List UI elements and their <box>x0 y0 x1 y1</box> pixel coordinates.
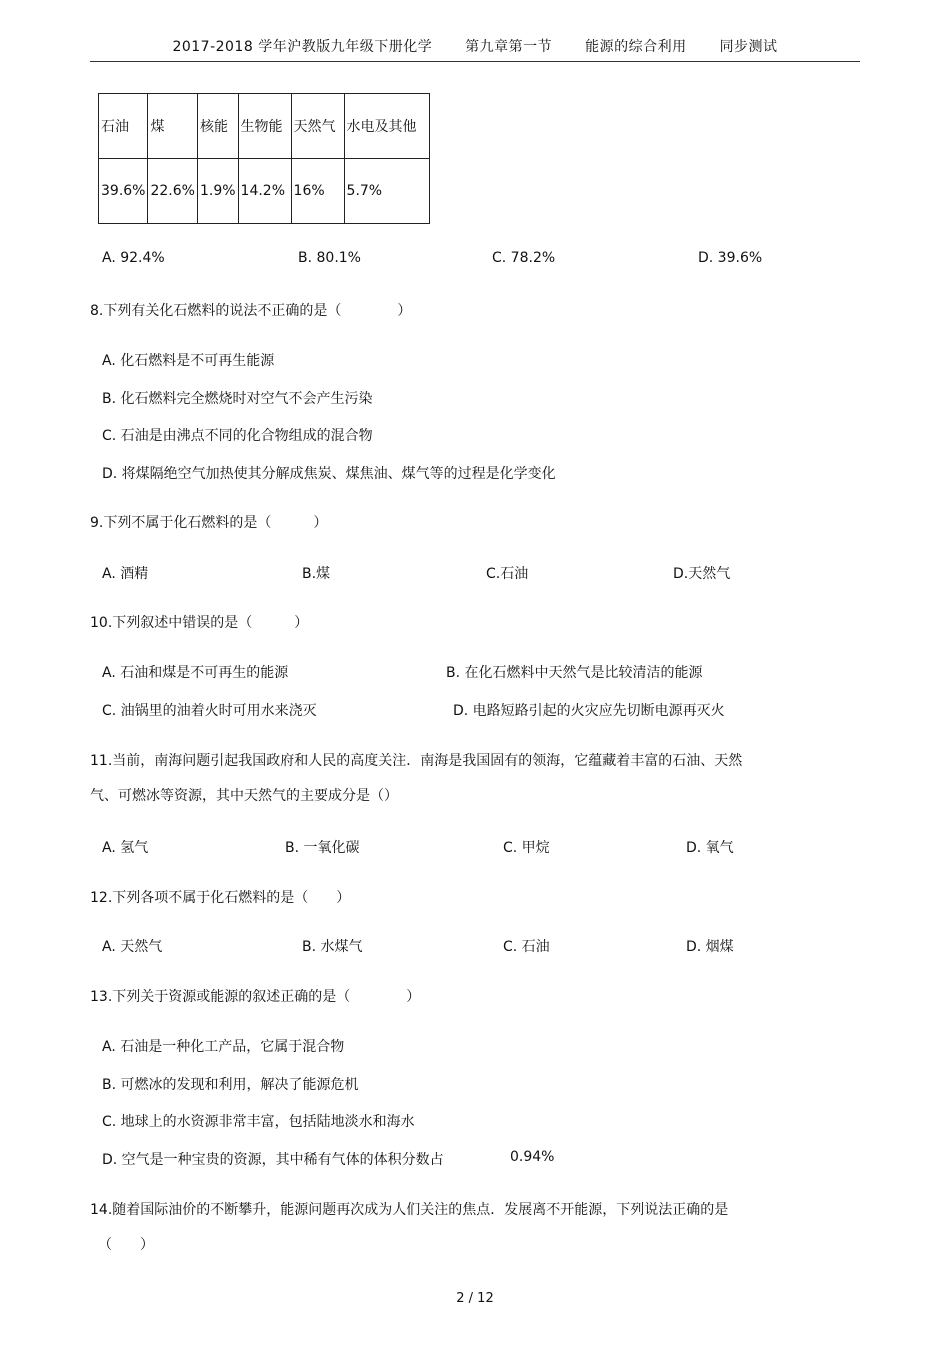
header-title-left: 2017-2018 学年沪教版九年级下册化学 <box>172 39 433 55</box>
q7-option-a: A. 92.4% <box>102 250 165 266</box>
table-header-cell: 煤 <box>148 94 197 159</box>
q10-option-c: C. 油锅里的油着火时可用水来浇灭 <box>102 703 317 719</box>
q9-option-c: C.石油 <box>486 566 529 582</box>
q8-option-d: D. 将煤隔绝空气加热使其分解成焦炭、煤焦油、煤气等的过程是化学变化 <box>102 466 556 482</box>
table-value-cell: 5.7% <box>344 159 429 224</box>
q10-stem: 10.下列叙述中错误的是（ ） <box>90 615 309 631</box>
page-number: 2 / 12 <box>456 1291 494 1306</box>
q12-option-c: C. 石油 <box>503 939 550 955</box>
header-rule <box>90 61 860 62</box>
q7-option-c: C. 78.2% <box>492 250 556 266</box>
header-title-right: 能源的综合利用 <box>585 39 687 55</box>
q8-option-b: B. 化石燃料完全燃烧时对空气不会产生污染 <box>102 391 373 407</box>
q11-option-c: C. 甲烷 <box>503 840 550 856</box>
q12-stem: 12.下列各项不属于化石燃料的是（ ） <box>90 890 351 906</box>
table-header-cell: 天然气 <box>291 94 344 159</box>
table-value-cell: 1.9% <box>197 159 238 224</box>
table-value-cell: 14.2% <box>238 159 291 224</box>
q11-option-d: D. 氧气 <box>686 840 734 856</box>
q11-stem-line2: 气、可燃冰等资源，其中天然气的主要成分是（） <box>90 788 398 804</box>
q10-option-a: A. 石油和煤是不可再生的能源 <box>102 665 289 681</box>
table-value-cell: 22.6% <box>148 159 197 224</box>
q9-option-a: A. 酒精 <box>102 566 149 582</box>
table-header-cell: 生物能 <box>238 94 291 159</box>
table-header-cell: 石油 <box>99 94 148 159</box>
q13-option-c: C. 地球上的水资源非常丰富，包括陆地淡水和海水 <box>102 1114 415 1130</box>
q14-stem-line1: 14.随着国际油价的不断攀升，能源问题再次成为人们关注的焦点．发展离不开能源，下列说法正确的是 <box>90 1202 729 1218</box>
q10-option-d: D. 电路短路引起的火灾应先切断电源再灭火 <box>453 703 725 719</box>
q11-option-a: A. 氢气 <box>102 840 149 856</box>
table-value-cell: 16% <box>291 159 344 224</box>
q9-option-b: B.煤 <box>302 566 331 582</box>
header-title-mid: 第九章第一节 <box>465 39 553 55</box>
q9-stem: 9.下列不属于化石燃料的是（ ） <box>90 515 328 531</box>
q14-stem-line2: （ ） <box>98 1237 154 1253</box>
q13-option-d: D. 空气是一种宝贵的资源，其中稀有气体的体积分数占 <box>102 1152 444 1168</box>
q13-option-a: A. 石油是一种化工产品，它属于混合物 <box>102 1039 345 1055</box>
table-header-cell: 水电及其他 <box>344 94 429 159</box>
q13-option-d-value: 0.94% <box>510 1149 555 1165</box>
q10-option-b: B. 在化石燃料中天然气是比较清洁的能源 <box>446 665 703 681</box>
q8-option-c: C. 石油是由沸点不同的化合物组成的混合物 <box>102 428 373 444</box>
q8-stem: 8.下列有关化石燃料的说法不正确的是（ ） <box>90 303 412 319</box>
q12-option-d: D. 烟煤 <box>686 939 734 955</box>
page-header <box>0 36 950 56</box>
energy-table-header-row <box>99 94 430 159</box>
header-title-end: 同步测试 <box>719 39 778 55</box>
table-value-cell: 39.6% <box>99 159 148 224</box>
energy-table <box>98 93 430 224</box>
q7-option-b: B. 80.1% <box>298 250 361 266</box>
energy-table-value-row <box>99 159 430 224</box>
q12-option-b: B. 水煤气 <box>302 939 363 955</box>
q13-stem: 13.下列关于资源或能源的叙述正确的是（ ） <box>90 989 421 1005</box>
table-header-cell: 核能 <box>197 94 238 159</box>
q7-option-d: D. 39.6% <box>698 250 763 266</box>
q8-option-a: A. 化石燃料是不可再生能源 <box>102 353 275 369</box>
q11-option-b: B. 一氧化碳 <box>285 840 360 856</box>
q13-option-b: B. 可燃冰的发现和利用，解决了能源危机 <box>102 1077 359 1093</box>
q12-option-a: A. 天然气 <box>102 939 163 955</box>
q9-option-d: D.天然气 <box>673 566 731 582</box>
q11-stem-line1: 11.当前，南海问题引起我国政府和人民的高度关注．南海是我国固有的领海，它蕴藏着丰富的石油、天然 <box>90 753 743 769</box>
